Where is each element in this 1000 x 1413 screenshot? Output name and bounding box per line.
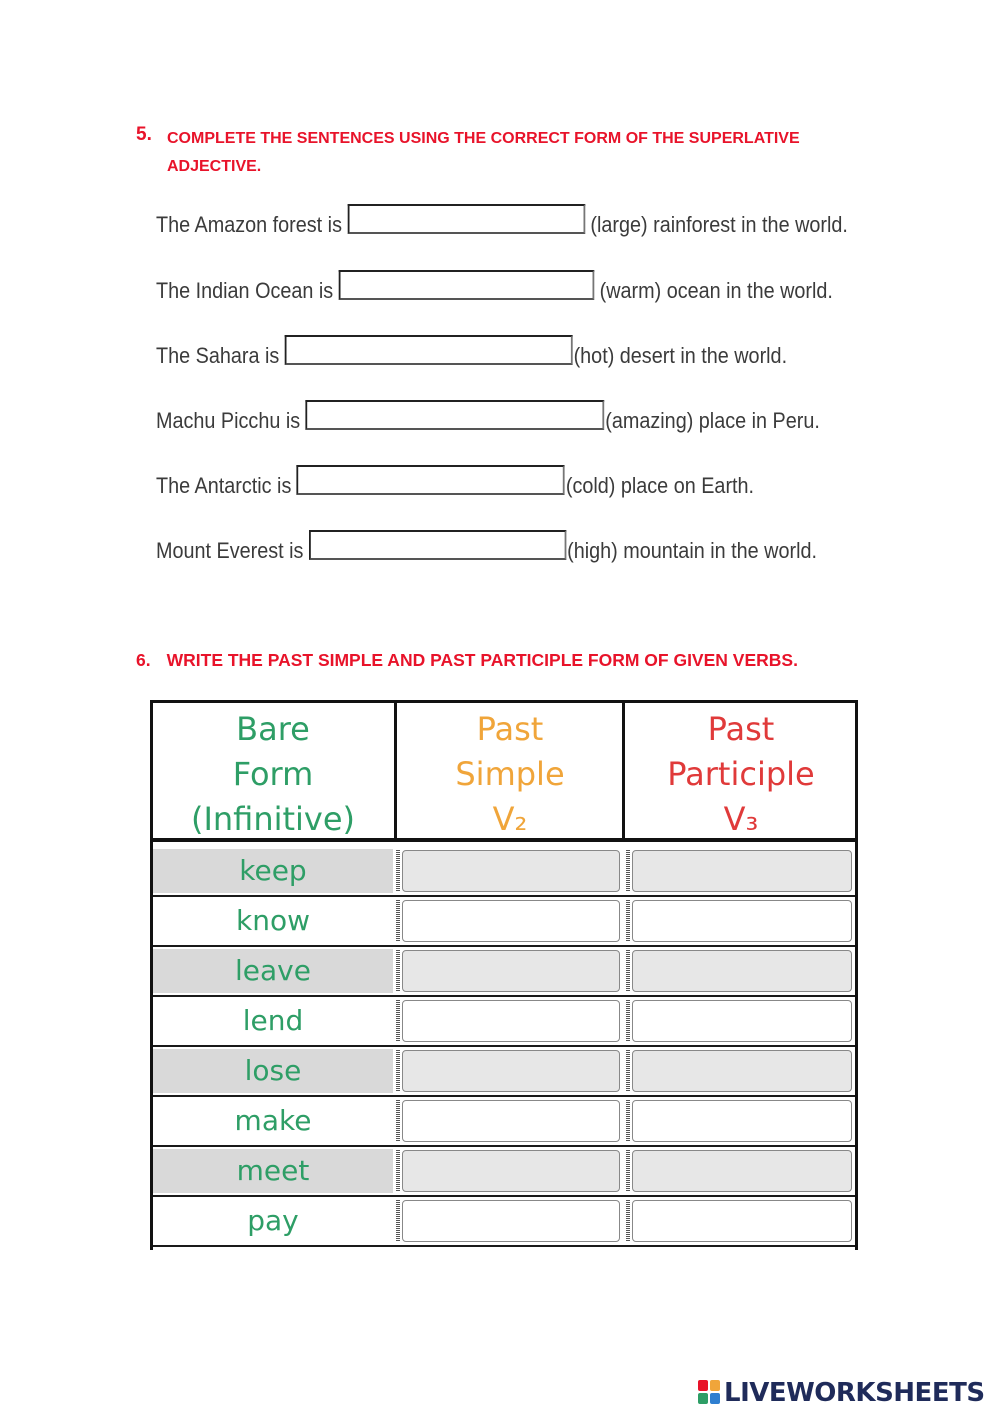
sentence-6 <box>156 532 817 564</box>
verb-bare-form: know <box>153 899 393 943</box>
verb-forms-table <box>150 700 858 1250</box>
past-simple-input[interactable] <box>402 1000 620 1042</box>
sentence-4-suffix: (amazing) place in Peru. <box>605 408 820 433</box>
sentence-1 <box>156 206 848 238</box>
table-row <box>150 946 858 996</box>
sentence-5-prefix: The Antarctic is <box>156 473 292 498</box>
section-6-heading <box>136 650 798 671</box>
past-participle-input[interactable] <box>632 900 852 942</box>
cell-dotted-edge <box>626 850 630 892</box>
sentence-5-blank[interactable] <box>297 465 565 495</box>
verb-bare-form: lend <box>153 999 393 1043</box>
past-simple-input[interactable] <box>402 1050 620 1092</box>
cell-dotted-edge <box>396 1050 400 1092</box>
sentence-6-blank[interactable] <box>309 530 566 560</box>
table-row <box>150 996 858 1046</box>
past-participle-input[interactable] <box>632 1150 852 1192</box>
logo-grid-icon <box>698 1380 722 1406</box>
past-simple-input[interactable] <box>402 900 620 942</box>
header-past-simple-line-3: V₂ <box>492 800 528 838</box>
cell-dotted-edge <box>626 900 630 942</box>
cell-dotted-edge <box>396 1200 400 1242</box>
sentence-1-suffix: (large) rainforest in the world. <box>590 212 848 237</box>
table-header-row <box>150 700 858 842</box>
logo-square-3 <box>698 1393 708 1404</box>
sentence-2-prefix: The Indian Ocean is <box>156 278 334 303</box>
cell-dotted-edge <box>626 950 630 992</box>
liveworksheets-logo <box>698 1376 985 1410</box>
header-bare-form <box>150 703 396 838</box>
past-simple-input[interactable] <box>402 1200 620 1242</box>
logo-square-2 <box>710 1380 720 1391</box>
table-row <box>150 1046 858 1096</box>
cell-dotted-edge <box>396 1000 400 1042</box>
logo-square-1 <box>698 1380 708 1391</box>
table-row <box>150 1096 858 1146</box>
cell-dotted-edge <box>626 1100 630 1142</box>
header-past-participle-line-1: Past <box>707 710 775 748</box>
section-5-instruction: COMPLETE THE SENTENCES USING THE CORRECT FORM OF THE SUPERLATIVE ADJECTIVE. <box>167 130 800 175</box>
logo-text: LIVEWORKSHEETS <box>724 1378 985 1408</box>
header-past-simple <box>396 703 624 838</box>
row-separator <box>150 1245 858 1247</box>
section-5-heading <box>136 124 856 181</box>
sentence-4-prefix: Machu Picchu is <box>156 408 301 433</box>
verb-bare-form: keep <box>153 849 393 893</box>
table-row <box>150 1146 858 1196</box>
header-past-participle-line-2: Participle <box>667 755 815 793</box>
sentence-6-prefix: Mount Everest is <box>156 538 304 563</box>
sentence-2-suffix: (warm) ocean in the world. <box>599 278 833 303</box>
past-participle-input[interactable] <box>632 1200 852 1242</box>
section-5-number: 5. <box>136 124 152 145</box>
sentence-2 <box>156 272 833 304</box>
header-past-simple-line-2: Simple <box>455 755 565 793</box>
table-divider-1 <box>394 700 397 842</box>
cell-dotted-edge <box>396 1100 400 1142</box>
cell-dotted-edge <box>626 1200 630 1242</box>
sentence-3 <box>156 337 787 369</box>
cell-dotted-edge <box>396 850 400 892</box>
verb-bare-form: pay <box>153 1199 393 1243</box>
past-simple-input[interactable] <box>402 850 620 892</box>
verb-bare-form: make <box>153 1099 393 1143</box>
table-row <box>150 896 858 946</box>
past-participle-input[interactable] <box>632 1100 852 1142</box>
header-bare-form-line-3: (Infinitive) <box>190 800 356 838</box>
table-row <box>150 1196 858 1246</box>
header-past-participle-line-3: V₃ <box>723 800 759 838</box>
past-participle-input[interactable] <box>632 1000 852 1042</box>
past-participle-input[interactable] <box>632 850 852 892</box>
sentence-3-suffix: (hot) desert in the world. <box>573 343 788 368</box>
sentence-3-blank[interactable] <box>285 335 573 365</box>
table-right-border <box>855 700 858 1250</box>
section-6-number: 6. <box>136 650 151 670</box>
past-simple-input[interactable] <box>402 1150 620 1192</box>
verb-bare-form: lose <box>153 1049 393 1093</box>
sentence-4-blank[interactable] <box>306 400 605 430</box>
header-past-simple-line-1: Past <box>476 710 544 748</box>
sentence-1-prefix: The Amazon forest is <box>156 212 342 237</box>
header-bare-form-line-2: Form <box>232 755 314 793</box>
table-row <box>150 846 858 896</box>
header-bare-form-line-1: Bare <box>236 710 310 748</box>
past-simple-input[interactable] <box>402 1100 620 1142</box>
sentence-5-suffix: (cold) place on Earth. <box>565 473 755 498</box>
sentence-2-blank[interactable] <box>339 270 595 300</box>
cell-dotted-edge <box>396 950 400 992</box>
header-past-participle <box>624 703 858 838</box>
cell-dotted-edge <box>626 1050 630 1092</box>
past-simple-input[interactable] <box>402 950 620 992</box>
table-divider-2 <box>622 700 625 842</box>
sentence-1-blank[interactable] <box>347 204 585 234</box>
past-participle-input[interactable] <box>632 950 852 992</box>
section-6-instruction: WRITE THE PAST SIMPLE AND PAST PARTICIPLE FORM OF GIVEN VERBS. <box>166 650 798 670</box>
past-participle-input[interactable] <box>632 1050 852 1092</box>
sentence-4 <box>156 402 820 434</box>
sentence-5 <box>156 467 754 499</box>
sentence-3-prefix: The Sahara is <box>156 343 280 368</box>
logo-square-4 <box>710 1393 720 1404</box>
cell-dotted-edge <box>396 900 400 942</box>
verb-bare-form: meet <box>153 1149 393 1193</box>
table-left-border <box>150 700 153 1250</box>
sentence-6-suffix: (high) mountain in the world. <box>567 538 817 563</box>
cell-dotted-edge <box>626 1150 630 1192</box>
cell-dotted-edge <box>626 1000 630 1042</box>
cell-dotted-edge <box>396 1150 400 1192</box>
verb-bare-form: leave <box>153 949 393 993</box>
